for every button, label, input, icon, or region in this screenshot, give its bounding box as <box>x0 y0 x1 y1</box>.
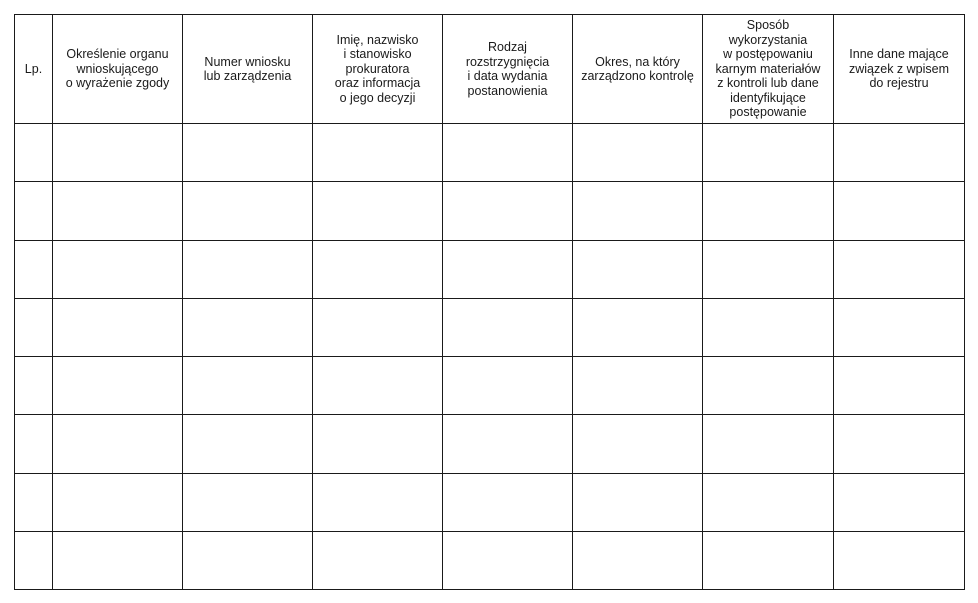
header-lp: Lp. <box>15 15 53 124</box>
table-cell <box>834 124 965 182</box>
table-row <box>15 298 965 356</box>
table-cell <box>834 473 965 531</box>
table-cell <box>443 473 573 531</box>
table-row <box>15 415 965 473</box>
table-cell <box>313 182 443 240</box>
table-row <box>15 182 965 240</box>
table-cell <box>313 531 443 589</box>
table-cell <box>53 182 183 240</box>
table-cell <box>313 124 443 182</box>
table-cell <box>834 415 965 473</box>
table-cell <box>573 182 703 240</box>
table-cell <box>573 124 703 182</box>
table-cell <box>834 182 965 240</box>
table-cell <box>703 531 834 589</box>
header-other-data: Inne dane mające związek z wpisem do rejestru <box>834 15 965 124</box>
table-cell <box>703 357 834 415</box>
table-cell <box>53 531 183 589</box>
table-cell <box>183 182 313 240</box>
table-cell <box>703 182 834 240</box>
header-decision-type: Rodzaj rozstrzygnięcia i data wydania postanowienia <box>443 15 573 124</box>
table-cell <box>15 473 53 531</box>
table-cell <box>53 124 183 182</box>
table-cell <box>183 415 313 473</box>
table-row <box>15 240 965 298</box>
table-cell <box>573 298 703 356</box>
table-cell <box>183 298 313 356</box>
table-cell <box>15 182 53 240</box>
header-request-number: Numer wniosku lub zarządzenia <box>183 15 313 124</box>
header-material-usage: Sposób wykorzystania w postępowaniu karnym materiałów z kontroli lub dane identyfikujące postępowanie <box>703 15 834 124</box>
table-cell <box>703 124 834 182</box>
table-cell <box>573 531 703 589</box>
table-cell <box>834 357 965 415</box>
header-prosecutor: Imię, nazwisko i stanowisko prokuratora oraz informacja o jego decyzji <box>313 15 443 124</box>
table-cell <box>443 415 573 473</box>
table-cell <box>313 240 443 298</box>
table-cell <box>573 240 703 298</box>
table-cell <box>834 298 965 356</box>
table-row <box>15 473 965 531</box>
table-cell <box>183 124 313 182</box>
table-cell <box>15 298 53 356</box>
table-row <box>15 531 965 589</box>
table-cell <box>573 415 703 473</box>
table-cell <box>703 298 834 356</box>
table-cell <box>53 240 183 298</box>
table-cell <box>313 415 443 473</box>
table-cell <box>443 298 573 356</box>
table-cell <box>15 124 53 182</box>
table-cell <box>313 357 443 415</box>
table-cell <box>443 124 573 182</box>
table-cell <box>703 473 834 531</box>
register-table <box>14 14 965 590</box>
table-cell <box>834 240 965 298</box>
table-cell <box>573 357 703 415</box>
table-cell <box>53 357 183 415</box>
table-cell <box>834 531 965 589</box>
table-cell <box>703 240 834 298</box>
table-cell <box>15 357 53 415</box>
table-body <box>15 124 965 590</box>
table-cell <box>15 531 53 589</box>
table-cell <box>15 415 53 473</box>
table-cell <box>443 531 573 589</box>
table-cell <box>15 240 53 298</box>
table-cell <box>183 473 313 531</box>
table-cell <box>703 415 834 473</box>
table-cell <box>443 240 573 298</box>
table-cell <box>313 298 443 356</box>
table-cell <box>183 240 313 298</box>
table-cell <box>53 298 183 356</box>
table-cell <box>183 357 313 415</box>
header-row <box>15 15 965 124</box>
header-requesting-authority: Określenie organu wnioskującego o wyrażenie zgody <box>53 15 183 124</box>
table-cell <box>313 473 443 531</box>
table-cell <box>53 473 183 531</box>
table-cell <box>443 357 573 415</box>
table-row <box>15 124 965 182</box>
table-row <box>15 357 965 415</box>
table-cell <box>443 182 573 240</box>
table-cell <box>183 531 313 589</box>
table-cell <box>53 415 183 473</box>
header-control-period: Okres, na który zarządzono kontrolę <box>573 15 703 124</box>
table-cell <box>573 473 703 531</box>
